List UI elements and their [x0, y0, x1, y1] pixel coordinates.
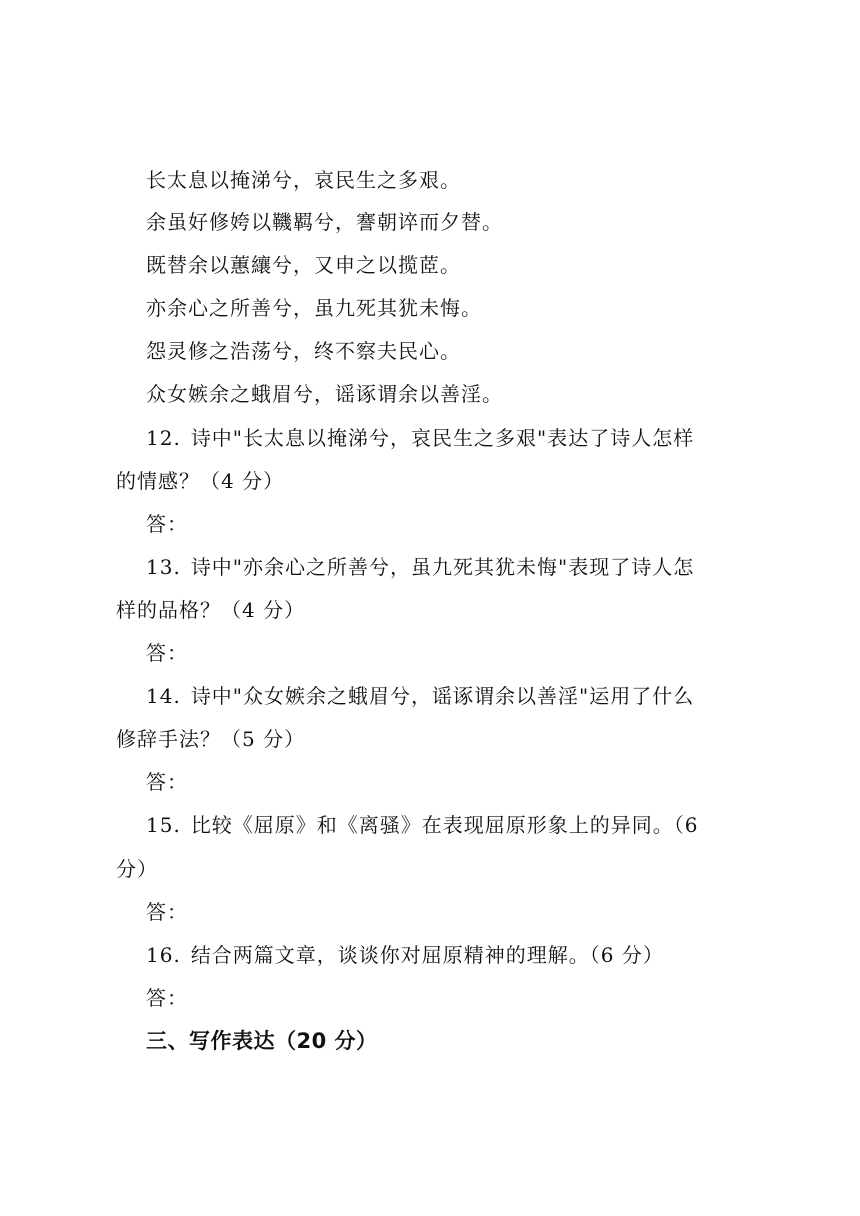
question-12-line-2: 的情感？（4 分）	[116, 469, 285, 493]
poem-line-5: 怨灵修之浩荡兮，终不察夫民心。	[146, 339, 461, 363]
question-13-text: 诗中"亦余心之所善兮，虽九死其犹未悔"表现了诗人怎	[190, 555, 695, 579]
question-13-line-1	[146, 553, 694, 581]
question-12-number: 12.	[146, 426, 181, 450]
question-16-text: 结合两篇文章，谈谈你对屈原精神的理解。（6 分）	[190, 943, 664, 967]
question-14-number: 14.	[146, 684, 181, 708]
poem-line-4: 亦余心之所善兮，虽九死其犹未悔。	[146, 296, 482, 320]
question-16-answer-label: 答：	[146, 986, 188, 1010]
question-16-line-1	[146, 941, 664, 969]
poem-line-3: 既替余以蕙纕兮，又申之以揽茝。	[146, 253, 461, 277]
question-12-line-1	[146, 424, 694, 452]
question-14-line-2: 修辞手法？（5 分）	[116, 727, 306, 751]
question-15-text: 比较《屈原》和《离骚》在表现屈原形象上的异同。（6	[190, 813, 699, 837]
question-14-line-1	[146, 682, 694, 710]
question-12-answer-label: 答：	[146, 512, 188, 536]
question-15-line-2: 分）	[116, 857, 158, 881]
question-14-answer-label: 答：	[146, 770, 188, 794]
section-heading: 三、写作表达（20 分）	[146, 1029, 378, 1053]
question-15-answer-label: 答：	[146, 900, 188, 924]
question-13-answer-label: 答：	[146, 641, 188, 665]
poem-line-6: 众女嫉余之蛾眉兮，谣诼谓余以善淫。	[146, 382, 503, 406]
question-14-text: 诗中"众女嫉余之蛾眉兮，谣诼谓余以善淫"运用了什么	[190, 684, 695, 708]
question-12-text: 诗中"长太息以掩涕兮，哀民生之多艰"表达了诗人怎样	[190, 426, 695, 450]
question-16-number: 16.	[146, 943, 181, 967]
question-15-line-1	[146, 811, 699, 839]
question-13-number: 13.	[146, 555, 181, 579]
poem-line-1: 长太息以掩涕兮，哀民生之多艰。	[146, 168, 461, 192]
poem-line-2: 余虽好修姱以鞿羁兮，謇朝谇而夕替。	[146, 210, 503, 234]
question-15-number: 15.	[146, 813, 181, 837]
question-13-line-2: 样的品格？（4 分）	[116, 598, 306, 622]
